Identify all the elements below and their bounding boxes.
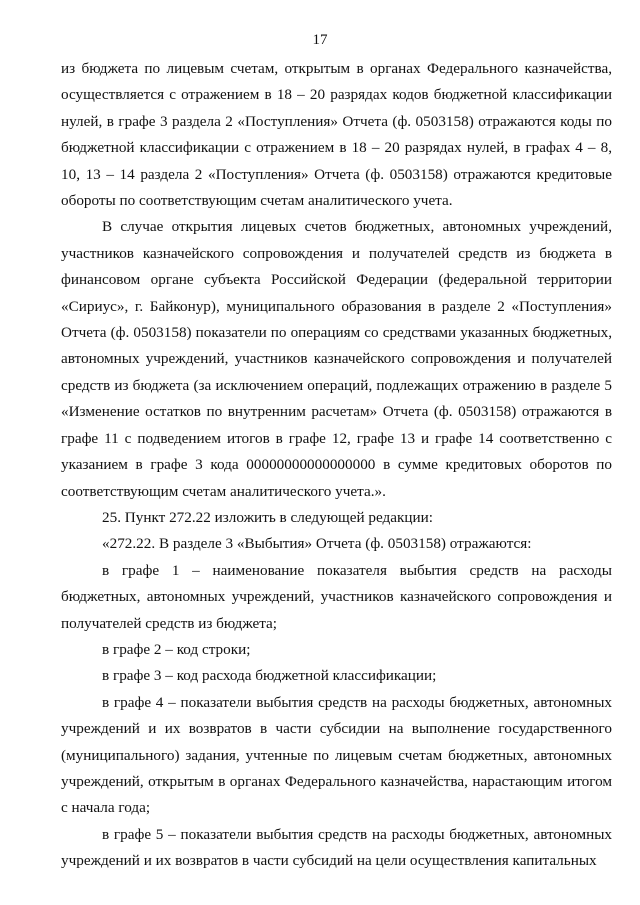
page-number: 17: [312, 32, 328, 48]
paragraph-column-2: в графе 2 – код строки;: [102, 640, 251, 658]
paragraph-column-5: в графе 5 – показатели выбытия средств на расходы бюджетных, автономных учреждений и их возвратов в части субсидий на цели осуществления капитальных: [61, 825, 612, 870]
document-body: [61, 56, 612, 875]
paragraph-item-25: 25. Пункт 272.22 изложить в следующей редакции:: [102, 508, 433, 526]
paragraph-personal-accounts: В случае открытия лицевых счетов бюджетных, автономных учреждений, участников казначейского сопровождения и получателей средств из бюджета в финансовом органе субъекта Российской Федерации (федеральной территории «Сириус», г. Байконур), муниципального образования в разделе 2 «Поступления» Отчета (ф. 0503158) показатели по операциям со средствами указанных бюджетных, автономных учреждений, участников казначейского сопровождения и получателей средств из бюджета (за исключением операций, подлежащих отражению в разделе 5 «Изменение остатков по внутренним расчетам» Отчета (ф. 0503158) отражаются в графе 11 с подведением итогов в графе 12, графе 13 и графе 14 соответственно с указанием в графе 3 кода 00000000000000000 в сумме кредитовых оборотов по соответствующим счетам аналитического учета.».: [61, 218, 612, 500]
paragraph-column-3: в графе 3 – код расхода бюджетной классификации;: [102, 667, 437, 685]
paragraph-column-1: в графе 1 – наименование показателя выбытия средств на расходы бюджетных, автономных учреждений, участников казначейского сопровождения и получателей средств из бюджета;: [61, 561, 612, 632]
paragraph-column-4: в графе 4 – показатели выбытия средств на расходы бюджетных, автономных учреждений и их возвратов в части субсидии на выполнение государственного (муниципального) задания, учтенные по лицевым счетам бюджетных, автономных учреждений, открытым в органах Федерального казначейства, нарастающим итогом с начала года;: [61, 693, 612, 817]
paragraph-continuation: из бюджета по лицевым счетам, открытым в органах Федерального казначейства, осуществляется с отражением в 18 – 20 разрядах кодов бюджетной классификации нулей, в графе 3 раздела 2 «Поступления» Отчета (ф. 0503158) отражаются коды по бюджетной классификации с отражением в 18 – 20 разрядах нулей, в графах 4 – 8, 10, 13 – 14 раздела 2 «Поступления» Отчета (ф. 0503158) отражаются кредитовые обороты по соответствующим счетам аналитического учета.: [61, 60, 612, 210]
paragraph-272-22-intro: «272.22. В разделе 3 «Выбытия» Отчета (ф. 0503158) отражаются:: [102, 535, 532, 553]
